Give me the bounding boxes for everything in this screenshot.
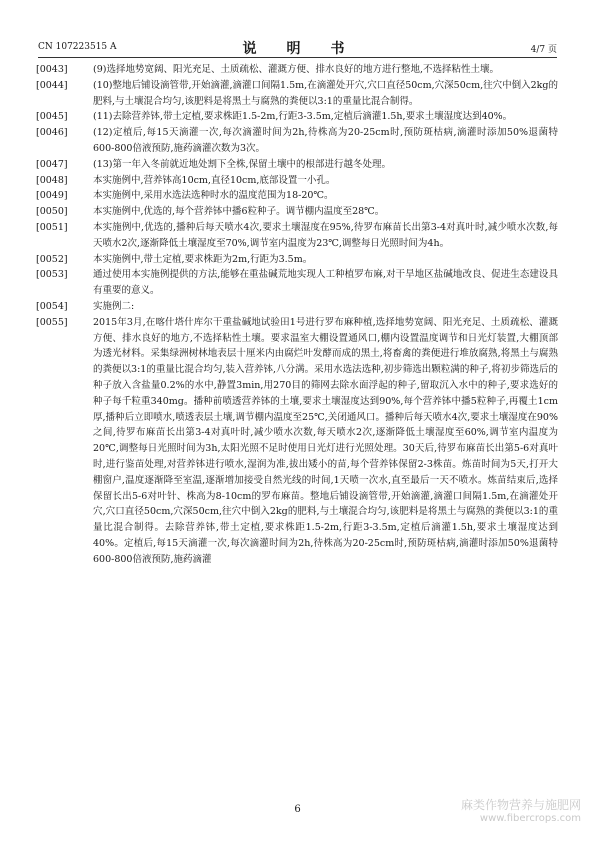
paragraph-text: 本实施例中,带土定植,要求株距为2m,行距为3.5m。 bbox=[93, 253, 313, 265]
paragraph bbox=[36, 204, 558, 220]
paragraph-number: [0044] bbox=[36, 79, 68, 91]
page-header bbox=[38, 38, 557, 58]
page-of-total: 4/7 页 bbox=[530, 45, 557, 55]
paragraph bbox=[36, 125, 558, 157]
paragraph-text: 2015年3月,在喀什塔什库尔干重盐碱地试验田1号进行罗布麻种植,选择地势宽阔、阳光充足、土质疏松、灌溉方便、排水良好的地方,不选择粘性土壤。要求温室大棚设置通风口,棚内设置温度调节和日光灯装置,大棚顶部为透光材料。采集绿洲树林地表层十厘米内由腐烂叶发酵而成的黑土,将畜禽的粪便进行堆放腐熟,将黑土与腐熟的粪便以3:1的重量比混合均匀,装入营养钵,八分满。采用水选法选种,初步筛选出颗粒满的种子,将初步筛选后的种子放入含盐量0.2%的水中,静置3min,用270目的筛网去除水面浮起的种子,留取沉入水中的种子,要求选好的种子每千粒重340mg。播种前喷透营养钵的土壤,要求土壤湿度达到90%,每个营养钵中播5粒种子,再覆土1cm厚,播种后立即喷水,喷透表层土壤,调节棚内温度至25℃,关闭通风口。播种后每天喷水4次,要求土壤湿度在90%之间,待罗布麻苗长出第3-4对真叶时,减少喷水次数,每天喷水2次,逐渐降低土壤湿度至60%,调节室内温度为20℃,调整每日光照时间为3h,太阳光照不足时使用日光灯进行光照处理。30天后,待罗布麻苗长出第5-6对真叶时,进行鉴苗处理,对营养钵进行喷水,湿润为准,拔出矮小的苗,每个营养钵保留2-3株苗。炼苗时间为5天,打开大棚窗户,温度逐渐降至室温,逐渐增加接受自然光线的时间,1天喷一次水,直至最后一天不喷水。炼苗结束后,选择保留长出5-6对叶针、株高为8-10cm的罗布麻苗。整地后铺设滴管带,开始滴灌,滴灌口间隔1.5m,在滴灌处开穴,穴口直径50cm,穴深50cm,往穴中倒入2kg的肥料,与土壤混合均匀,该肥料是将黑土与腐熟的粪便以3:1的重量比混合制得。去除营养钵,带土定植,要求株距1.5-2m,行距3-3.5m,定植后滴灌1.5h,要求土壤湿度达到40%。定植后,每15天滴灌一次,每次滴灌时间为2h,待株高为20-25cm时,预防斑枯病,滴灌时添加50%退菌特600-800倍液预防,施药滴灌 bbox=[93, 316, 558, 565]
paragraph-text: 本实施例中,优选的,每个营养钵中播6粒种子。调节棚内温度至28℃。 bbox=[93, 206, 385, 218]
paragraph bbox=[36, 252, 558, 268]
paragraph-text: (13)第一年入冬前就近地处割下全株,保留土壤中的根部进行越冬处理。 bbox=[93, 158, 392, 170]
paragraph-number: [0047] bbox=[36, 158, 68, 170]
paragraph-text: (11)去除营养钵,带土定植,要求株距1.5-2m,行距3-3.5m,定植后滴灌1.5h,要求土壤湿度达到40%。 bbox=[93, 111, 513, 123]
paragraph bbox=[36, 188, 558, 204]
watermark-url: www.fibercrops.com bbox=[479, 813, 581, 824]
paragraph-number: [0053] bbox=[36, 269, 68, 281]
watermark bbox=[461, 796, 581, 824]
paragraph bbox=[36, 62, 558, 78]
paragraph-number: [0055] bbox=[36, 316, 68, 328]
paragraph-text: 实施例二: bbox=[93, 300, 135, 312]
document-body bbox=[36, 62, 558, 568]
paragraph-number: [0052] bbox=[36, 253, 68, 265]
paragraph bbox=[36, 157, 558, 173]
paragraph bbox=[36, 173, 558, 189]
paragraph bbox=[36, 109, 558, 125]
paragraph-number: [0054] bbox=[36, 300, 68, 312]
paragraph-text: (12)定植后,每15天滴灌一次,每次滴灌时间为2h,待株高为20-25cm时,预防斑枯病,滴灌时添加50%退菌特600-800倍液预防,施药滴灌次数为3次。 bbox=[93, 127, 558, 154]
document-title: 说 明 书 bbox=[242, 41, 353, 57]
paragraph-number: [0048] bbox=[36, 174, 68, 186]
paragraph-number: [0049] bbox=[36, 190, 68, 202]
paragraph-text: (9)选择地势宽阔、阳光充足、土质疏松、灌溉方便、排水良好的地方进行整地,不选择粘性土壤。 bbox=[93, 64, 499, 75]
paragraph bbox=[36, 299, 558, 315]
paragraph bbox=[36, 220, 558, 252]
patent-number: CN 107223515 A bbox=[38, 42, 117, 52]
paragraph bbox=[36, 315, 558, 568]
watermark-title: 麻类作物营养与施肥网 bbox=[460, 798, 581, 812]
paragraph-number: [0045] bbox=[36, 111, 68, 123]
paragraph-number: [0046] bbox=[36, 127, 68, 139]
paragraph-text: 本实施例中,营养钵高10cm,直径10cm,底部设置一小孔。 bbox=[93, 174, 336, 186]
page-number: 6 bbox=[294, 804, 301, 815]
paragraph bbox=[36, 78, 558, 110]
paragraph bbox=[36, 267, 558, 299]
paragraph-number: [0050] bbox=[36, 206, 68, 218]
paragraph-text: (10)整地后铺设滴管带,开始滴灌,滴灌口间隔1.5m,在滴灌处开穴,穴口直径50cm,穴深50cm,往穴中倒入2kg的肥料,与土壤混合均匀,该肥料是将黑土与腐熟的粪便以3:1的重量比混合制得。 bbox=[93, 79, 558, 107]
paragraph-number: [0051] bbox=[36, 221, 68, 233]
paragraph-text: 本实施例中,采用水选法选种时水的温度范围为18-20℃。 bbox=[93, 190, 334, 202]
paragraph-text: 通过使用本实施例提供的方法,能够在重盐碱荒地实现人工种植罗布麻,对干旱地区盐碱地改良、促进生态建设具有重要的意义。 bbox=[93, 269, 558, 297]
paragraph-text: 本实施例中,优选的,播种后每天喷水4次,要求土壤湿度在95%,待罗布麻苗长出第3-4对真叶时,减少喷水次数,每天喷水2次,逐渐降低土壤湿度至70%,调节室内温度为23℃,调整每日光照时间为4h。 bbox=[93, 221, 558, 249]
paragraph-number: [0043] bbox=[36, 64, 68, 75]
header-rule bbox=[38, 57, 557, 58]
